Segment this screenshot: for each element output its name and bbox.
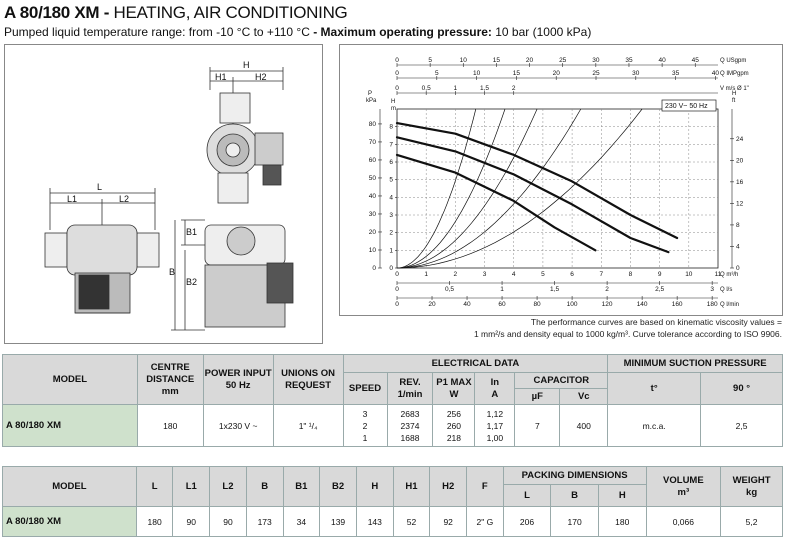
cell2-weight: 5,2: [721, 507, 783, 537]
axis-velocity-label: 0: [395, 85, 399, 92]
cell-vc: 400: [560, 405, 608, 447]
axis-velocity-label: 0,5: [421, 85, 431, 92]
system-curve-5: [397, 109, 642, 268]
system-curve-3: [397, 109, 537, 268]
axis-lmin-label: 180: [706, 301, 718, 308]
axis-m3h-label: 7: [599, 271, 604, 278]
th-uf: µF: [515, 389, 560, 405]
cell2-L2: 90: [210, 507, 247, 537]
th-t: t°: [608, 373, 701, 405]
th-centre-distance: CENTRE DISTANCE mm: [137, 355, 203, 405]
subtitle-pressure-value: 10 bar (1000 kPa): [495, 25, 592, 39]
dim-L: L: [97, 182, 103, 192]
axis-ls-label: 2,5: [655, 286, 665, 293]
th-speed: SPEED: [343, 373, 387, 405]
cell-power: 1x230 V ~: [203, 405, 273, 447]
axis-m3h-label: 8: [628, 271, 633, 278]
cell2-L: 180: [136, 507, 173, 537]
axis-velocity-unit: V m/s Ø 1": [720, 86, 749, 92]
performance-chart: [340, 45, 782, 315]
axis-lmin-label: 0: [395, 301, 399, 308]
axis-ft-label: 0: [736, 265, 740, 272]
axis-h-label: 8: [389, 123, 393, 131]
axis-ft-label: 8: [736, 221, 740, 229]
axis-usgpm-label: 5: [428, 57, 432, 64]
axis-impgpm-label: 10: [472, 70, 481, 77]
th2-B: B: [246, 467, 283, 507]
cell-mca: m.c.a.: [608, 405, 701, 447]
th-capacitor: CAPACITOR: [515, 373, 608, 389]
cell2-pack-H: 180: [598, 507, 646, 537]
th2-model: MODEL: [3, 467, 137, 507]
axis-m3h-label: 6: [570, 271, 574, 278]
axis-ls-label: 1,5: [550, 286, 560, 293]
axis-ft-title-2: ft: [732, 98, 736, 104]
th-model: MODEL: [3, 355, 138, 405]
axis-impgpm-label: 5: [434, 70, 439, 77]
cell2-F: 2" G: [467, 507, 504, 537]
th2-H: H: [356, 467, 393, 507]
cell-uf: 7: [515, 405, 560, 447]
th2-packing: PACKING DIMENSIONS: [503, 467, 646, 485]
th2-B1: B1: [283, 467, 320, 507]
cell-unions: 1" ¹/₄: [273, 405, 343, 447]
dim-H2: H2: [255, 72, 267, 82]
axis-h-title-1: H: [391, 99, 396, 105]
dim-H: H: [243, 60, 250, 70]
axis-kpa-label: 0: [372, 265, 376, 272]
axis-impgpm-label: 30: [632, 70, 640, 77]
axis-ls-label: 0: [395, 286, 399, 293]
cell-revs: 2683 2374 1688: [387, 405, 433, 447]
subtitle-pressure-label: - Maximum operating pressure:: [309, 25, 496, 39]
dim-L1: L1: [67, 194, 78, 204]
th2-pack-B: B: [551, 485, 599, 507]
axis-kpa-title-1: P: [368, 91, 373, 97]
th2-L1: L1: [173, 467, 210, 507]
axis-usgpm-label: 40: [658, 57, 666, 64]
axis-lmin-label: 140: [636, 301, 648, 308]
axis-lmin-unit: Q l/min: [720, 302, 740, 308]
axis-kpa-label: 40: [368, 192, 376, 200]
axis-m3h-label: 9: [657, 271, 662, 278]
axis-usgpm-label: 0: [395, 57, 399, 64]
cell2-H2: 92: [430, 507, 467, 537]
page-title: [4, 3, 347, 23]
axis-ls-label: 1: [500, 286, 504, 293]
drawing-panel: [4, 44, 323, 344]
th2-B2: B2: [320, 467, 357, 507]
th-vc: Vc: [560, 389, 608, 405]
axis-kpa-label: 80: [368, 120, 376, 128]
th-rev: REV. 1/min: [387, 373, 433, 405]
axis-ls-label: 3: [710, 286, 714, 293]
axis-lmin-label: 80: [533, 301, 541, 308]
axis-m3h-label: 1: [424, 271, 428, 278]
axis-lmin-label: 20: [428, 301, 436, 308]
axis-h-label: 5: [389, 176, 393, 184]
axis-velocity-label: 1: [453, 85, 458, 92]
th-min-suction: MINIMUM SUCTION PRESSURE: [608, 355, 783, 373]
electrical-data-table: [2, 354, 783, 447]
speed-box-label: 230 V~ 50 Hz: [665, 103, 708, 110]
axis-ft-label: 12: [736, 200, 744, 208]
axis-lmin-label: 100: [566, 301, 578, 308]
pump-drawing: [5, 45, 322, 343]
dim-L2: L2: [119, 194, 130, 204]
axis-kpa-label: 60: [368, 156, 376, 164]
axis-usgpm-unit: Q USgpm: [720, 58, 747, 64]
axis-kpa-label: 20: [368, 228, 376, 236]
axis-impgpm-label: 15: [512, 70, 521, 77]
axis-usgpm-label: 30: [592, 57, 600, 64]
axis-usgpm-label: 10: [459, 57, 467, 64]
cell-p1: 256 260 218: [433, 405, 475, 447]
cell-in: 1,12 1,17 1,00: [475, 405, 515, 447]
th2-L: L: [136, 467, 173, 507]
th2-F: F: [467, 467, 504, 507]
axis-lmin-label: 120: [601, 301, 613, 308]
axis-m3h-unit: Q m³/h: [720, 272, 739, 278]
axis-m3h-label: 11: [714, 271, 722, 278]
performance-curve-3: [397, 155, 595, 250]
axis-usgpm-label: 15: [492, 57, 501, 64]
axis-ft-label: 24: [736, 135, 744, 143]
subtitle-temp-label: Pumped liquid temperature range:: [4, 25, 189, 39]
axis-impgpm-label: 0: [395, 70, 399, 77]
axis-impgpm-label: 40: [711, 70, 720, 77]
cell2-L1: 90: [173, 507, 210, 537]
axis-impgpm-label: 25: [592, 70, 600, 77]
axis-lmin-label: 160: [671, 301, 683, 308]
curve-note: [470, 316, 782, 340]
axis-ls-label: 2: [605, 286, 609, 293]
axis-m3h-label: 4: [511, 271, 516, 278]
performance-curve-1: [397, 123, 677, 238]
performance-curve-2: [397, 137, 668, 252]
th-power-input: POWER INPUT 50 Hz: [203, 355, 273, 405]
axis-h-label: 0: [389, 265, 393, 272]
th-90: 90 °: [701, 373, 783, 405]
system-curve-1: [397, 109, 476, 268]
th-p1max: P1 MAX W: [433, 373, 475, 405]
axis-usgpm-label: 35: [625, 57, 633, 64]
cell2-H1: 52: [393, 507, 430, 537]
axis-lmin-label: 40: [463, 301, 471, 308]
th-unions: UNIONS ON REQUEST: [273, 355, 343, 405]
axis-kpa-label: 10: [368, 246, 376, 254]
axis-h-label: 2: [389, 229, 393, 237]
axis-m3h-label: 3: [482, 271, 487, 278]
dim-H1: H1: [215, 72, 227, 82]
cell2-volume: 0,066: [646, 507, 721, 537]
th-electrical-data: ELECTRICAL DATA: [343, 355, 608, 373]
cell2-H: 143: [356, 507, 393, 537]
cell2-B: 173: [246, 507, 283, 537]
dim-B: B: [169, 267, 176, 277]
dim-B2: B2: [186, 277, 198, 287]
curve-note-line1: The performance curves are based on kinematic viscosity values =: [530, 317, 782, 327]
th2-pack-H: H: [598, 485, 646, 507]
axis-h-label: 3: [389, 212, 393, 219]
title-application: HEATING, AIR CONDITIONING: [113, 3, 348, 22]
dim-B1: B1: [186, 227, 198, 237]
axis-kpa-label: 70: [368, 138, 376, 146]
axis-m3h-label: 5: [541, 271, 545, 278]
axis-impgpm-unit: Q IMPgpm: [720, 71, 749, 77]
cell2-pack-B: 170: [551, 507, 599, 537]
cell2-B1: 34: [283, 507, 320, 537]
subtitle-temp-value: from -10 °C to +110 °C: [188, 25, 310, 39]
th2-H2: H2: [430, 467, 467, 507]
axis-ft-label: 4: [736, 243, 740, 251]
axis-m3h-label: 10: [685, 271, 693, 278]
axis-usgpm-label: 45: [691, 57, 699, 64]
axis-m3h-label: 0: [395, 271, 399, 278]
axis-h-label: 7: [389, 141, 393, 149]
table-row: [3, 507, 783, 537]
axis-m3h-label: 2: [453, 271, 458, 278]
axis-ls-unit: Q l/s: [720, 287, 733, 293]
axis-usgpm-label: 20: [525, 57, 534, 64]
axis-ft-title-1: H: [732, 91, 737, 97]
axis-h-label: 1: [389, 247, 393, 255]
axis-lmin-label: 60: [498, 301, 506, 308]
axis-kpa-label: 50: [368, 174, 376, 182]
axis-kpa-label: 30: [368, 210, 376, 218]
th-in: In A: [475, 373, 515, 405]
cell-speeds: 3 2 1: [343, 405, 387, 447]
axis-h-label: 4: [389, 194, 393, 202]
axis-impgpm-label: 20: [552, 70, 560, 77]
axis-velocity-label: 2: [511, 85, 516, 92]
th2-L2: L2: [210, 467, 247, 507]
chart-panel: [339, 44, 783, 316]
cell-centre: 180: [137, 405, 203, 447]
axis-ls-label: 0,5: [445, 286, 455, 293]
cell2-B2: 139: [320, 507, 357, 537]
cell2-pack-L: 206: [503, 507, 551, 537]
dimensions-table: [2, 466, 783, 537]
axis-impgpm-label: 35: [671, 70, 680, 77]
th2-H1: H1: [393, 467, 430, 507]
cell-p90: 2,5: [701, 405, 783, 447]
title-model: A 80/180 XM -: [4, 3, 114, 22]
axis-ft-label: 20: [736, 157, 744, 165]
th2-weight: WEIGHT kg: [721, 467, 783, 507]
curve-note-line2: 1 mm²/s and density equal to 1000 kg/m³. Curve tolerance according to ISO 9906.: [473, 329, 782, 339]
table-row: [3, 405, 783, 447]
axis-usgpm-label: 25: [559, 57, 567, 64]
axis-h-title-2: m: [391, 106, 396, 112]
axis-kpa-title-2: kPa: [366, 98, 377, 104]
th2-volume: VOLUME m³: [646, 467, 721, 507]
cell-model: A 80/180 XM: [3, 405, 138, 447]
axis-h-label: 6: [389, 159, 393, 166]
cell2-model: A 80/180 XM: [3, 507, 137, 537]
axis-ft-label: 16: [736, 178, 744, 186]
page-subtitle: [4, 25, 591, 39]
axis-velocity-label: 1,5: [480, 85, 490, 92]
th2-pack-L: L: [503, 485, 551, 507]
